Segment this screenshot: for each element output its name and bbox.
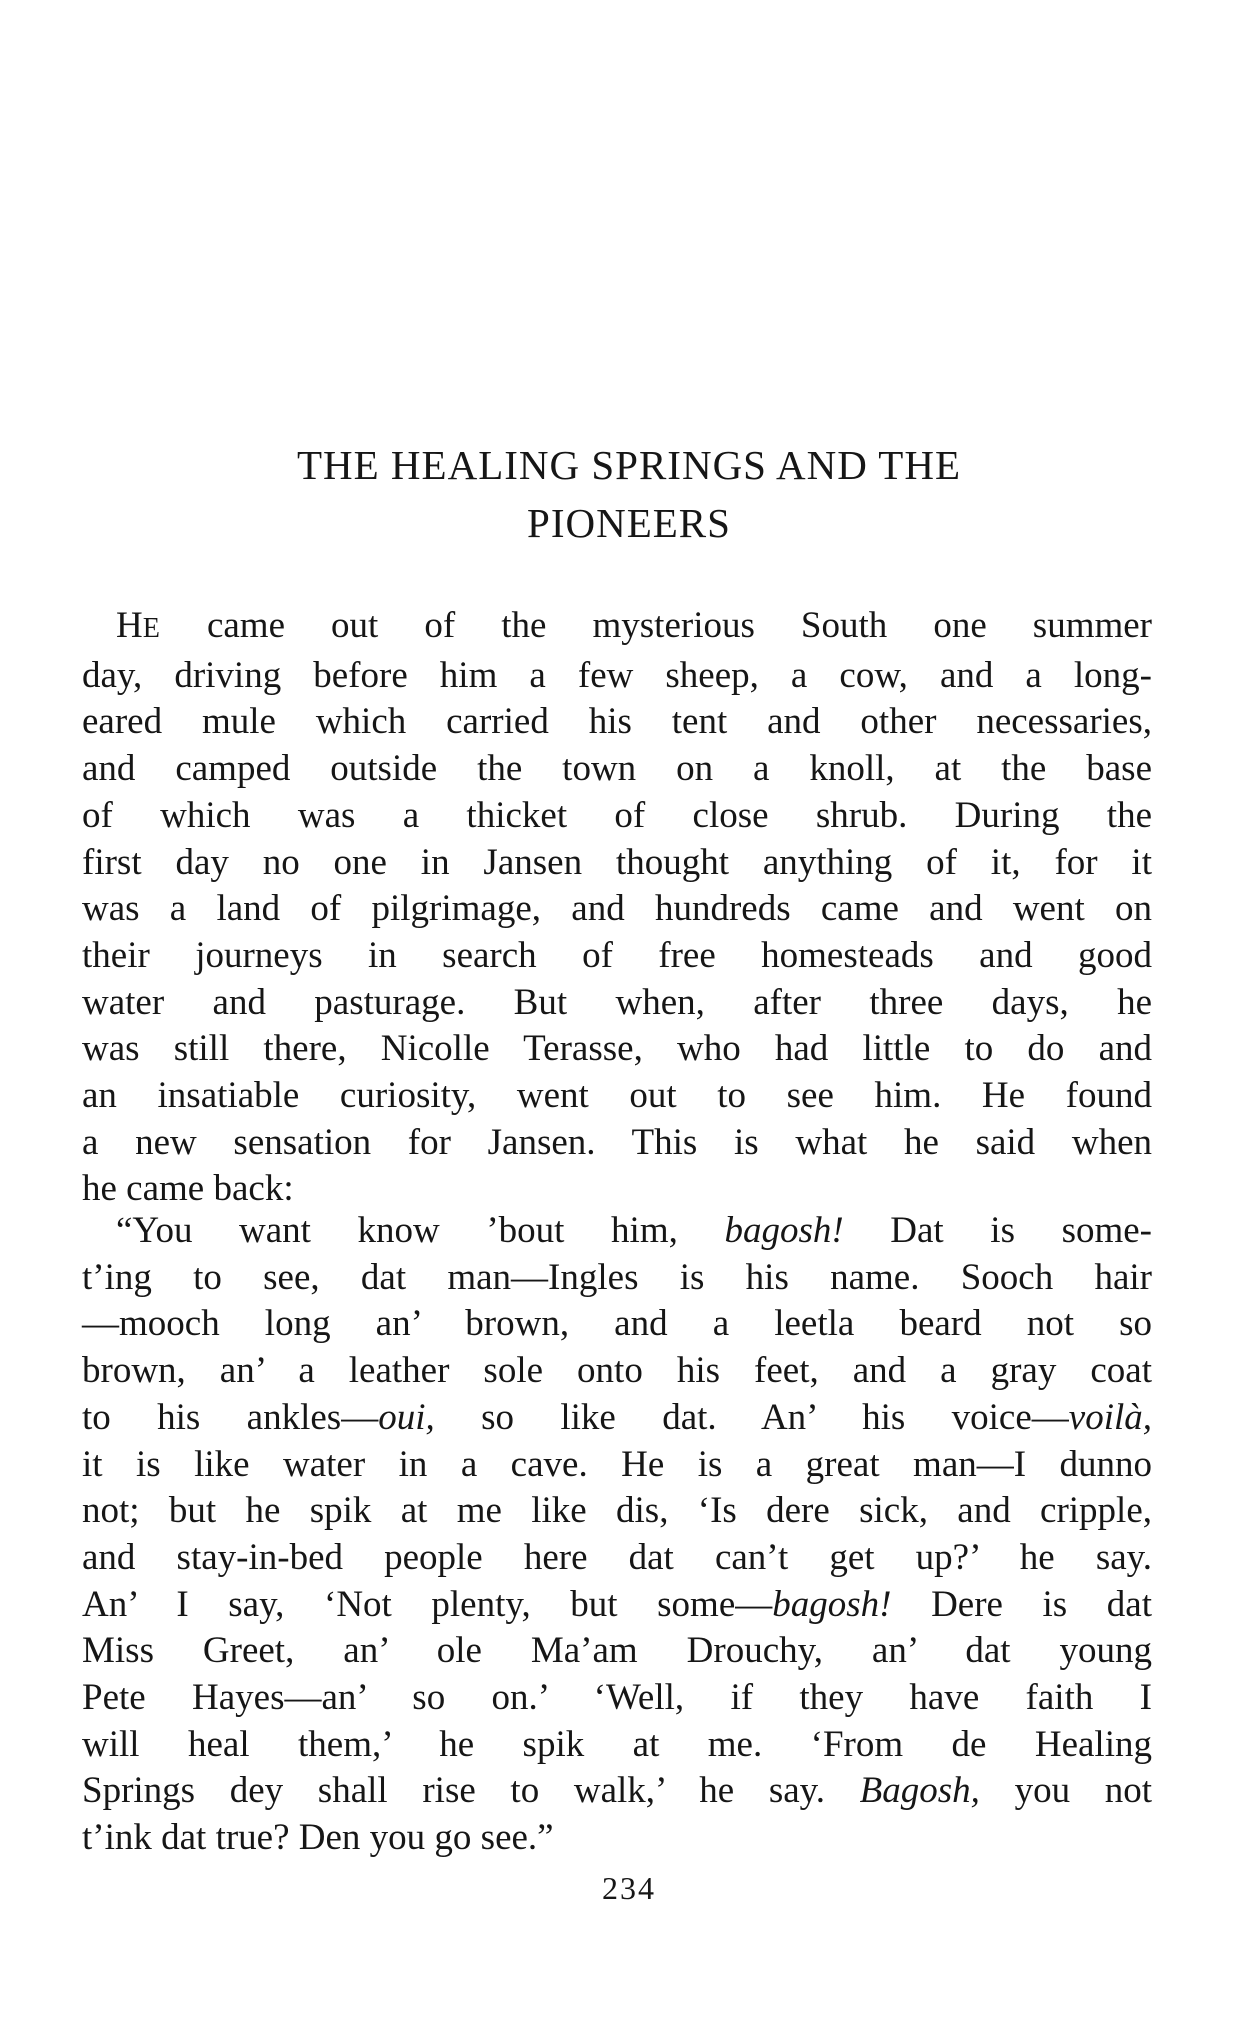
text-line: a new sensation for Jansen. This is what he said when — [82, 1121, 1152, 1163]
text-line: their journeys in search of free homesteads and good — [82, 934, 1152, 976]
text-line: to his ankles—oui, so like dat. An’ his voice—voilà, — [82, 1396, 1153, 1438]
text-line: eared mule which carried his tent and other necessaries, — [82, 701, 1152, 743]
text-line: he came back: — [82, 1168, 294, 1210]
text-line: t’ing to see, dat man—Ingles is his name. Sooch hair — [82, 1256, 1152, 1298]
text-line: of which was a thicket of close shrub. During the — [82, 794, 1152, 836]
italic-word: Bagosh, — [859, 1770, 980, 1812]
text-line: was still there, Nicolle Terasse, who had little to do and — [82, 1028, 1152, 1070]
italic-word: voilà, — [1068, 1396, 1153, 1438]
text-line: An’ I say, ‘Not plenty, but some—bagosh! Dere is dat — [82, 1583, 1152, 1625]
chapter-title — [80, 436, 1178, 552]
text-line: Springs dey shall rise to walk,’ he say. Bagosh, you not — [82, 1770, 1153, 1812]
text-line: “You want know ’bout him, bagosh! Dat is some- — [116, 1210, 1152, 1251]
paragraph-2 — [82, 1208, 1152, 1862]
italic-word: bagosh! — [724, 1210, 844, 1251]
small-caps-letter: E — [142, 613, 161, 644]
text-line: not; but he spik at me like dis, ‘Is dere sick, and cripple, — [82, 1490, 1152, 1532]
text-line: HE came out of the mysterious South one summer — [116, 605, 1152, 646]
italic-word: bagosh! — [772, 1583, 892, 1625]
chapter-title-line-2: PIONEERS — [527, 500, 731, 546]
text-line: Pete Hayes—an’ so on.’ ‘Well, if they have faith I — [82, 1677, 1152, 1719]
text-line: and camped outside the town on a knoll, at the base — [82, 748, 1152, 790]
text-line: —mooch long an’ brown, and a leetla beard not so — [82, 1303, 1152, 1345]
text-line: Miss Greet, an’ ole Ma’am Drouchy, an’ dat young — [82, 1630, 1152, 1672]
text-line: water and pasturage. But when, after three days, he — [82, 981, 1152, 1023]
text-line: t’ink dat true? Den you go see.” — [82, 1817, 554, 1859]
chapter-title-line-1: THE HEALING SPRINGS AND THE — [296, 442, 962, 488]
text-line: will heal them,’ he spik at me. ‘From de Healing — [82, 1723, 1152, 1765]
text-line: brown, an’ a leather sole onto his feet, and a gray coat — [82, 1350, 1152, 1392]
page-number: 234 — [602, 1870, 656, 1906]
text-line: and stay-in-bed people here dat can’t get up?’ he say. — [82, 1536, 1152, 1578]
text-line: it is like water in a cave. He is a great man—I dunno — [82, 1443, 1152, 1485]
text-line: was a land of pilgrimage, and hundreds came and went on — [82, 888, 1152, 930]
text-line: first day no one in Jansen thought anything of it, for it — [82, 841, 1152, 883]
italic-word: oui, — [378, 1396, 435, 1438]
drop-cap-letter: H — [116, 605, 143, 646]
text-line: an insatiable curiosity, went out to see him. He found — [82, 1075, 1152, 1117]
paragraph-1 — [82, 603, 1152, 1213]
text-line: day, driving before him a few sheep, a cow, and a long- — [82, 654, 1152, 696]
